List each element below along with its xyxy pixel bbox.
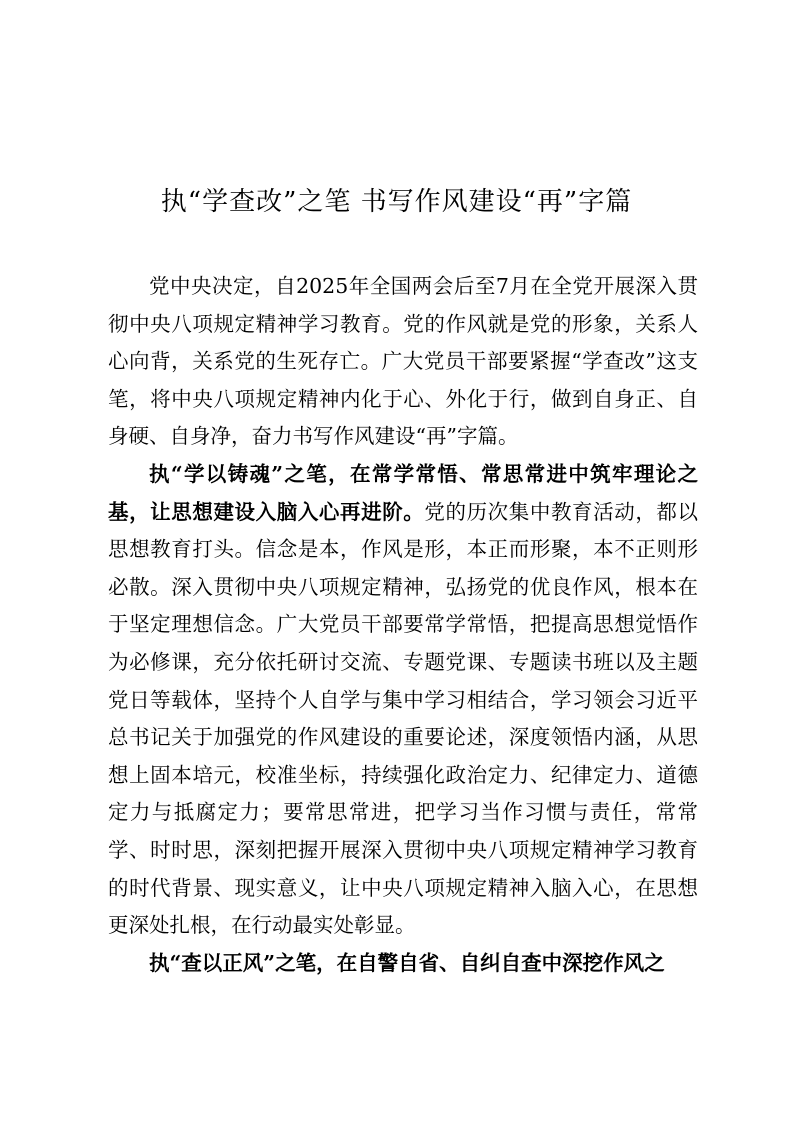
paragraph-lead: 执“学以铸魂”之笔，在常学常悟、常思常进中筑牢理论之基，让思想建设入脑入心再进阶。	[108, 461, 698, 524]
paragraph-text: 党的历次集中教育活动，都以思想教育打头。信念是本，作风是形，本正而形聚，本不正则形必散。深入贯彻中央八项规定精神，弘扬党的优良作风，根本在于坚定理想信念。广大党员干部要常学常悟，把提高思想觉悟作为必修课，充分依托研讨交流、专题党课、专题读书班以及主题党日等载体，坚持个人自学与集中学习相结合，学习领会习近平总书记关于加强党的作风建设的重要论述，深度领悟内涵，从思想上固本培元，校准坐标，持续强化政治定力、纪律定力、道德定力与抵腐定力；要常思常进，把学习当作习惯与责任，常常学、时时思，深刻把握开展深入贯彻中央八项规定精神学习教育的时代背景、现实意义，让中央八项规定精神入脑入心，在思想更深处扎根，在行动最实处彰显。	[108, 499, 699, 938]
paragraph-lead: 执“查以正风”之笔，在自警自省、自纠自查中深挖作风之	[149, 950, 665, 975]
paragraph-intro	[108, 268, 698, 456]
document-body	[108, 268, 698, 982]
paragraph-study	[108, 456, 698, 945]
document-title: 执“学查改”之笔 书写作风建设“再”字篇	[160, 187, 633, 217]
paragraph-text: 党中央决定，自2025年全国两会后至7月在全党开展深入贯彻中央八项规定精神学习教育。党的作风就是党的形象，关系人心向背，关系党的生死存亡。广大党员干部要紧握“学查改”这支笔，将中央八项规定精神内化于心、外化于行，做到自身正、自身硬、自身净，奋力书写作风建设“再”字篇。	[108, 274, 698, 449]
paragraph-inspect	[108, 945, 698, 983]
